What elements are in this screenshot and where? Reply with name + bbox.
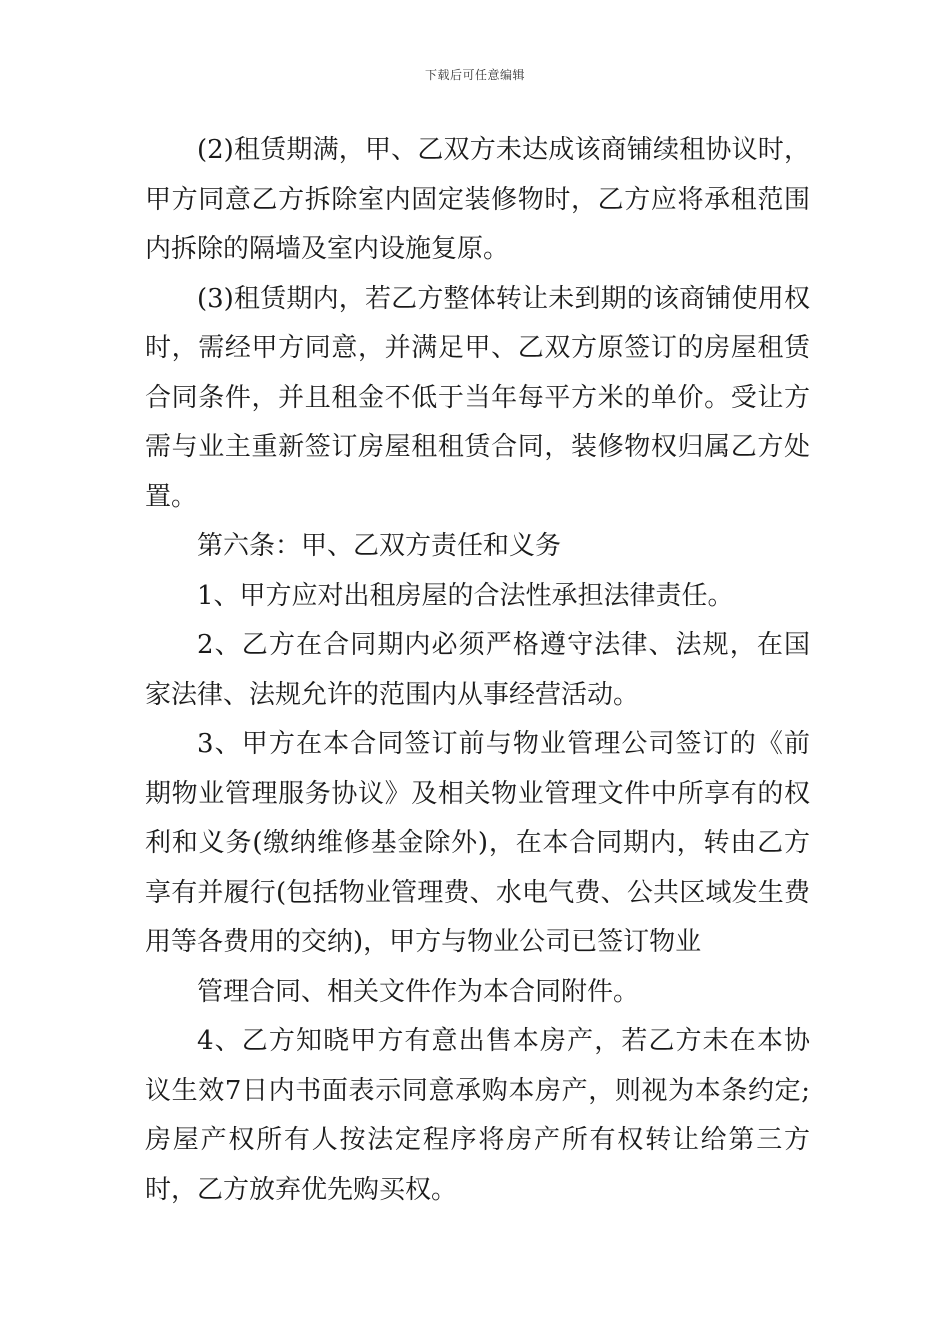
paragraph-clause-4: 4、乙方知晓甲方有意出售本房产，若乙方未在本协议生效7日内书面表示同意承购本房产，则视为本条约定;房屋产权所有人按法定程序将房产所有权转让给第三方时，乙方放弃优先购买权。 bbox=[145, 1026, 810, 1205]
paragraph-clause-2: 2、乙方在合同期内必须严格遵守法律、法规，在国家法律、法规允许的范围内从事经营活动。 bbox=[145, 630, 810, 710]
section-heading-article-6: 第六条：甲、乙双方责任和义务 bbox=[197, 531, 562, 561]
paragraph-lease-transfer: (3)租赁期内，若乙方整体转让未到期的该商铺使用权时，需经甲方同意，并满足甲、乙双方原签订的房屋租赁合同条件，并且租金不低于当年每平方米的单价。受让方需与业主重新签订房屋租租赁合同，装修物权归属乙方处置。 bbox=[145, 283, 810, 512]
document-body bbox=[145, 126, 810, 1215]
paragraph-clause-3: 3、甲方在本合同签订前与物业管理公司签订的《前期物业管理服务协议》及相关物业管理文件中所享有的权利和义务(缴纳维修基金除外)，在本合同期内，转由乙方享有并履行(包括物业管理费、水电气费、公共区域发生费用等各费用的交纳)，甲方与物业公司已签订物业 bbox=[145, 729, 810, 957]
paragraph-lease-expiry: (2)租赁期满，甲、乙双方未达成该商铺续租协议时，甲方同意乙方拆除室内固定装修物时，乙方应将承租范围内拆除的隔墙及室内设施复原。 bbox=[145, 135, 810, 264]
paragraph-clause-3-continued: 管理合同、相关文件作为本合同附件。 bbox=[197, 976, 640, 1007]
paragraph-clause-1: 1、甲方应对出租房屋的合法性承担法律责任。 bbox=[197, 580, 734, 611]
page-header-note: 下载后可任意编辑 bbox=[424, 68, 525, 82]
